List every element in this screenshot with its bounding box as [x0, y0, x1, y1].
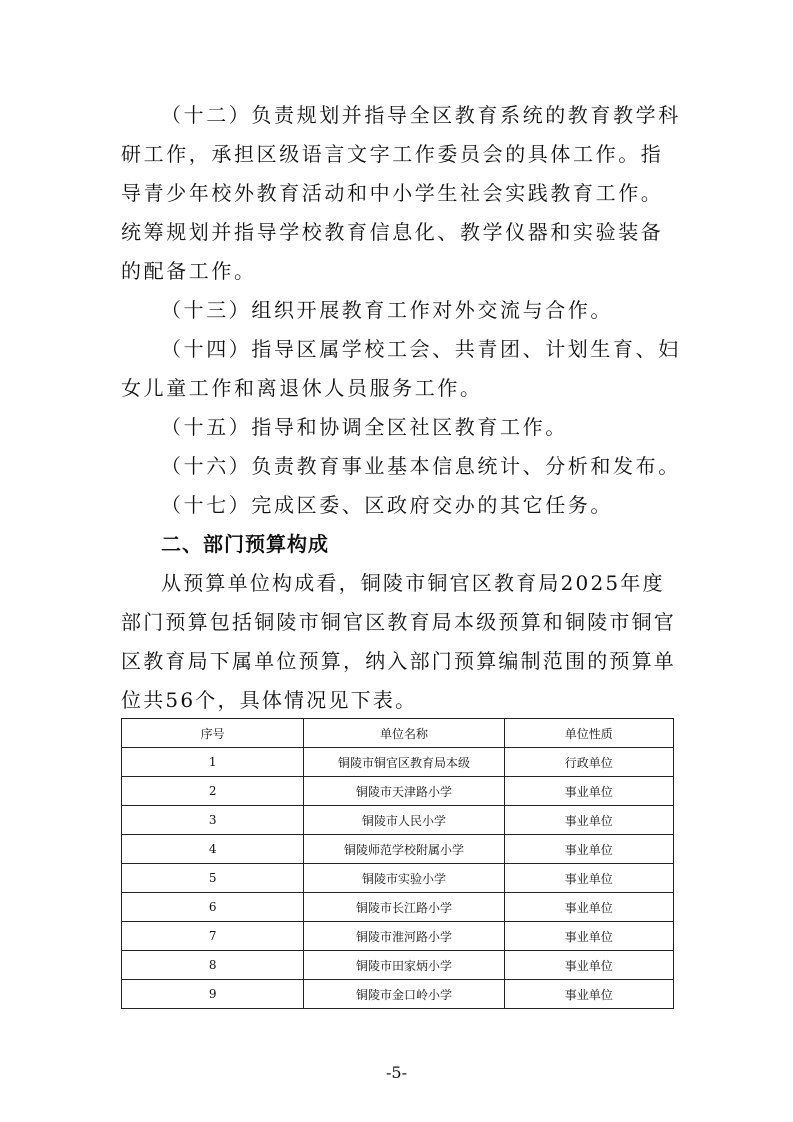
- cell-unit-name: 铜陵市淮河路小学: [304, 922, 504, 951]
- document-body: [121, 96, 681, 720]
- cell-unit-type: 事业单位: [504, 893, 673, 922]
- cell-unit-type: 事业单位: [504, 806, 673, 835]
- table-header-row: [122, 719, 674, 748]
- paragraph-item-15: （十五）指导和协调全区社区教育工作。: [161, 415, 568, 439]
- page-number: -5-: [386, 1063, 407, 1082]
- paragraph-item-14: （十四）指导区属学校工会、共青团、计划生育、妇女儿童工作和离退休人员服务工作。: [121, 337, 681, 400]
- cell-index: 9: [122, 980, 304, 1009]
- paragraph-item-12: （十二）负责规划并指导全区教育系统的教育教学科研工作，承担区级语言文字工作委员会的具体工作。指导青少年校外教育活动和中小学生社会实践教育工作。统筹规划并指导学校教育信息化、教学仪器和实验装备的配备工作。: [121, 103, 681, 283]
- paragraph-item-17: （十七）完成区委、区政府交办的其它任务。: [161, 493, 613, 517]
- section-paragraph: 从预算单位构成看，铜陵市铜官区教育局2025年度部门预算包括铜陵市铜官区教育局本级预算和铜陵市铜官区教育局下属单位预算，纳入部门预算编制范围的预算单位共56个，具体情况见下表。: [121, 571, 676, 712]
- section-heading: 二、部门预算构成: [161, 532, 329, 556]
- paragraph-item-16: （十六）负责教育事业基本信息统计、分析和发布。: [161, 454, 681, 478]
- cell-unit-name: 铜陵市田家炳小学: [304, 951, 504, 980]
- cell-unit-type: 事业单位: [504, 835, 673, 864]
- cell-unit-name: 铜陵市铜官区教育局本级: [304, 748, 504, 777]
- cell-index: 1: [122, 748, 304, 777]
- cell-index: 8: [122, 951, 304, 980]
- cell-unit-type: 事业单位: [504, 951, 673, 980]
- cell-index: 5: [122, 864, 304, 893]
- cell-unit-name: 铜陵市天津路小学: [304, 777, 504, 806]
- cell-unit-name: 铜陵市人民小学: [304, 806, 504, 835]
- cell-unit-type: 事业单位: [504, 864, 673, 893]
- cell-unit-type: 事业单位: [504, 980, 673, 1009]
- budget-units-table: [121, 718, 674, 1009]
- cell-unit-name: 铜陵市金口岭小学: [304, 980, 504, 1009]
- cell-unit-type: 事业单位: [504, 922, 673, 951]
- table-row: [122, 922, 674, 951]
- cell-unit-name: 铜陵市实验小学: [304, 864, 504, 893]
- cell-index: 4: [122, 835, 304, 864]
- cell-index: 3: [122, 806, 304, 835]
- paragraph-item-13: （十三）组织开展教育工作对外交流与合作。: [161, 298, 613, 322]
- table-row: [122, 864, 674, 893]
- cell-index: 6: [122, 893, 304, 922]
- table-row: [122, 980, 674, 1009]
- table-row: [122, 777, 674, 806]
- cell-unit-name: 铜陵市长江路小学: [304, 893, 504, 922]
- table-row: [122, 748, 674, 777]
- cell-unit-type: 事业单位: [504, 777, 673, 806]
- header-unit-name: 单位名称: [304, 719, 504, 748]
- cell-index: 2: [122, 777, 304, 806]
- header-index: 序号: [122, 719, 304, 748]
- cell-unit-type: 行政单位: [504, 748, 673, 777]
- header-unit-type: 单位性质: [504, 719, 673, 748]
- table-row: [122, 835, 674, 864]
- table-row: [122, 893, 674, 922]
- table-row: [122, 806, 674, 835]
- cell-unit-name: 铜陵师范学校附属小学: [304, 835, 504, 864]
- cell-index: 7: [122, 922, 304, 951]
- table-row: [122, 951, 674, 980]
